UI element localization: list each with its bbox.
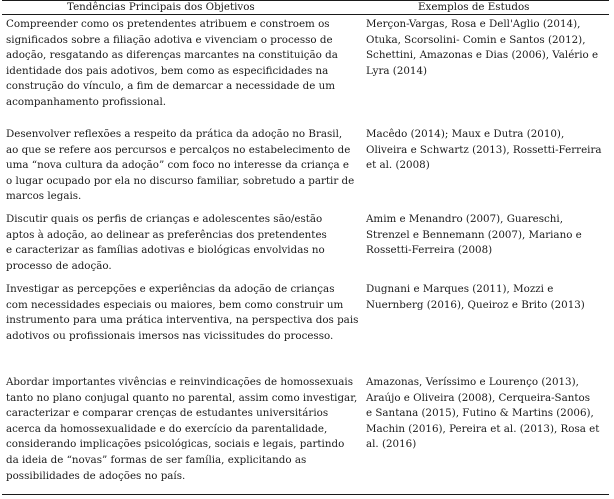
table-bottom-rule <box>2 494 609 495</box>
row-3-studies: Amim e Menandro (2007), Guareschi, Strenzel e Bennemann (2007), Mariano e Rossetti-Ferreira (2008) <box>366 213 582 257</box>
row-3-objective: Discutir quais os perfis de crianças e adolescentes são/estão aptos à adoção, ao delinear as preferências dos pretendentes e caracterizar as famílias adotivas e biológicas envolvidas no processo de adoção. <box>6 213 327 272</box>
row-2-studies: Macêdo (2014); Maux e Dutra (2010), Oliveira e Schwartz (2013), Rossetti-Ferreira et al. (2008) <box>366 128 602 172</box>
row-1-objective: Compreender como os pretendentes atribuem e constroem os significados sobre a filiação adotiva e vivenciam o processo de adoção, resgatando as diferenças marcantes na constituição da identidade dos pais adotivos, bem como as especificidades na construção do vínculo, a fim de demarcar a necessidade de um acompanhamento profissional. <box>6 18 338 108</box>
header-studies: Exemplos de Estudos <box>418 1 530 13</box>
row-5-objective: Abordar importantes vivências e reinvindicações de homossexuais tanto no plano conjugal quanto no parental, assim como investigar, caracterizar e comparar crenças de estudantes universitários acerca da homossexualidade e do exercício da parentalidade, considerando implicações psicológicas, sociais e legais, partindo da ideia de “novas” formas de ser família, explicitando as possibilidades de adoções no país. <box>6 376 358 482</box>
header-bottom-rule <box>2 14 609 15</box>
row-2-objective: Desenvolver reflexões a respeito da prática da adoção no Brasil, ao que se refere aos percursos e percalços no estabelecimento de uma “nova cultura da adoção” com foco no interesse da criança e o lugar ocupado por ela no discurso familiar, sobretudo a partir de marcos legais. <box>6 128 355 203</box>
row-5-studies: Amazonas, Veríssimo e Lourenço (2013), Araújo e Oliveira (2008), Cerqueira-Santos e Santana (2015), Futino & Martins (2006), Machin (2016), Pereira et al. (2013), Rosa et al. (2016) <box>366 376 600 451</box>
header-objectives: Tendências Principais dos Objetivos <box>67 1 255 13</box>
row-1-studies: Merçon-Vargas, Rosa e Dell'Aglio (2014), Otuka, Scorsolini- Comin e Santos (2012), Schettini, Amazonas e Dias (2006), Valério e Lyra (2014) <box>366 18 599 77</box>
row-4-studies: Dugnani e Marques (2011), Mozzi e Nuernberg (2016), Queiroz e Brito (2013) <box>366 283 585 311</box>
row-4-objective: Investigar as percepções e experiências da adoção de crianças com necessidades especiais ou maiores, bem como construir um instrumento para uma prática interventiva, na perspectiva dos pais adotivos ou profissionais imersos nas vicissitudes do processo. <box>6 283 359 342</box>
